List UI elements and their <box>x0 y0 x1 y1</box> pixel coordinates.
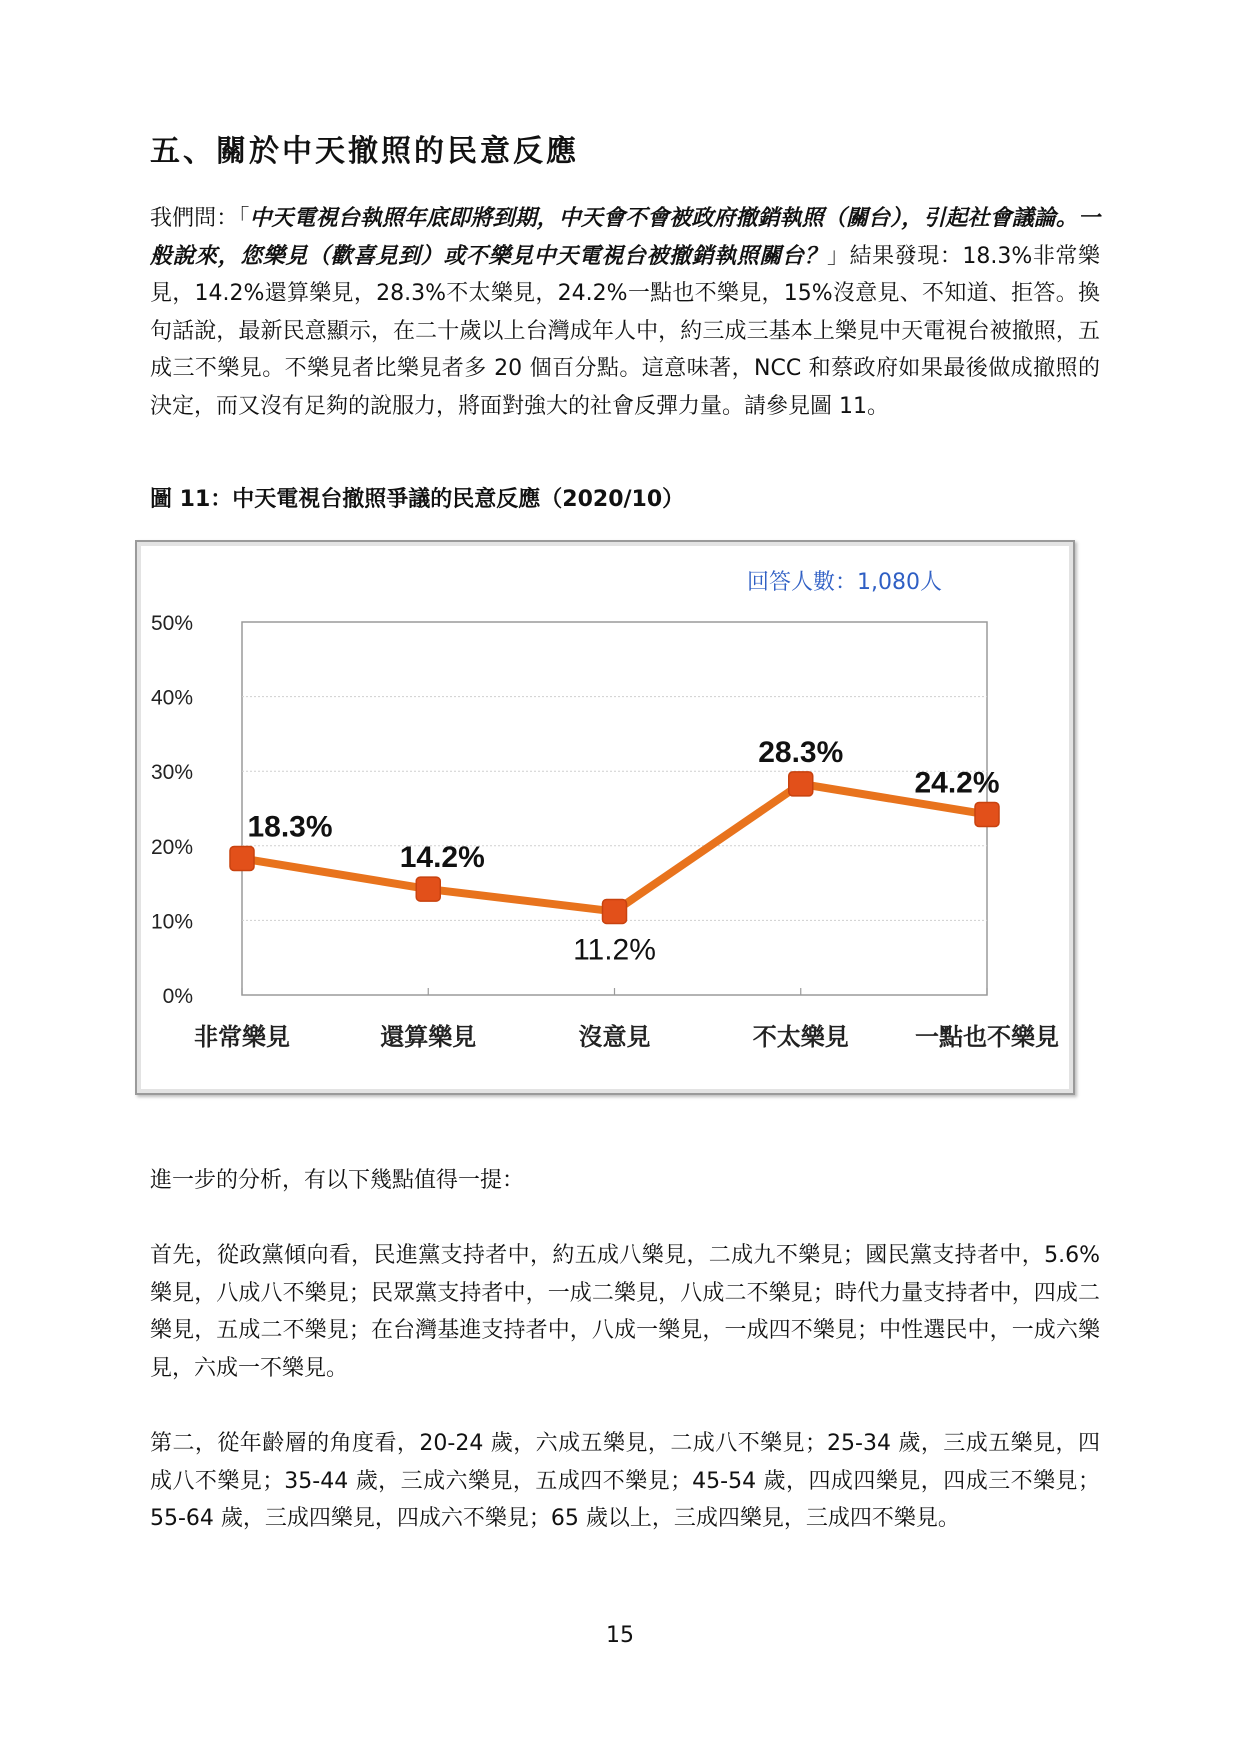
intro-body: 結果發現：18.3%非常樂見，14.2%還算樂見，28.3%不太樂見，24.2%一點也不樂見，15%沒意見、不知道、拒答。換句話說，最新民意顯示，在二十歲以上台灣成年人中，約三成三基本上樂見中天電視台被撤照，五成三不樂見。不樂見者比樂見者多 20 個百分點。這意味著，NCC 和蔡政府如果最後做成撤照的決定，而又沒有足夠的說服力，將面對強大的社會反彈力量。請參見圖 11。 <box>150 243 1100 419</box>
data-point-marker <box>230 846 254 870</box>
intro-lead: 我們問：「 <box>150 206 250 231</box>
section-heading: 五、關於中天撤照的民意反應 <box>150 134 579 169</box>
x-tick-label: 沒意見 <box>578 1023 651 1051</box>
y-tick-label: 20% <box>150 835 193 859</box>
y-tick-label: 30% <box>150 761 193 785</box>
data-label: 28.3% <box>758 735 844 769</box>
intro-close-quote: 」 <box>827 243 850 269</box>
y-tick-label: 50% <box>150 612 193 635</box>
data-point-marker <box>416 877 440 901</box>
further-analysis-intro: 進一步的分析，有以下幾點值得一提： <box>150 1168 525 1193</box>
intro-paragraph <box>150 200 1100 425</box>
respondent-count-annotation: 回答人數：1,080人 <box>747 570 942 595</box>
figure-caption: 圖 11：中天電視台撤照爭議的民意反應（2020/10） <box>150 487 685 512</box>
data-point-marker <box>975 802 999 826</box>
data-point-marker <box>603 899 627 923</box>
page-number: 15 <box>606 1623 634 1648</box>
analysis-point-one: 首先，從政黨傾向看，民進黨支持者中，約五成八樂見，二成九不樂見；國民黨支持者中，5.6%樂見，八成八不樂見；民眾黨支持者中，一成二樂見，八成二不樂見；時代力量支持者中，四成二樂見，五成二不樂見；在台灣基進支持者中，八成一樂見，一成四不樂見；中性選民中，一成六樂見，六成一不樂見。 <box>150 1243 1100 1381</box>
y-tick-label: 0% <box>162 985 193 1008</box>
analysis-point-two: 第二，從年齡層的角度看，20-24 歲，六成五樂見，二成八不樂見；25-34 歲，三成五樂見，四成八不樂見；35-44 歲，三成六樂見，五成四不樂見；45-54 歲，四成四樂見，四成三不樂見；55-64 歲，三成四樂見，四成六不樂見；65 歲以上，三成四樂見，三成四不樂見。 <box>150 1431 1100 1531</box>
x-tick-label: 非常樂見 <box>194 1023 290 1051</box>
y-tick-label: 10% <box>150 910 193 934</box>
line-chart <box>137 542 1073 1093</box>
data-label: 14.2% <box>399 841 485 875</box>
data-label: 18.3% <box>247 810 333 844</box>
series-line <box>242 784 987 912</box>
x-tick-label: 一點也不樂見 <box>915 1023 1059 1051</box>
x-tick-label: 還算樂見 <box>380 1023 477 1051</box>
y-tick-label: 40% <box>150 686 193 710</box>
chart-frame <box>135 540 1075 1095</box>
data-label: 24.2% <box>914 766 1000 800</box>
data-label: 11.2% <box>573 933 656 967</box>
x-tick-label: 不太樂見 <box>752 1023 849 1051</box>
data-point-marker <box>789 772 813 796</box>
survey-question: 中天電視台執照年底即將到期，中天會不會被政府撤銷執照（關台），引起社會議論。一般說來，您樂見（歡喜見到）或不樂見中天電視台被撤銷執照關台？ <box>150 206 1100 269</box>
